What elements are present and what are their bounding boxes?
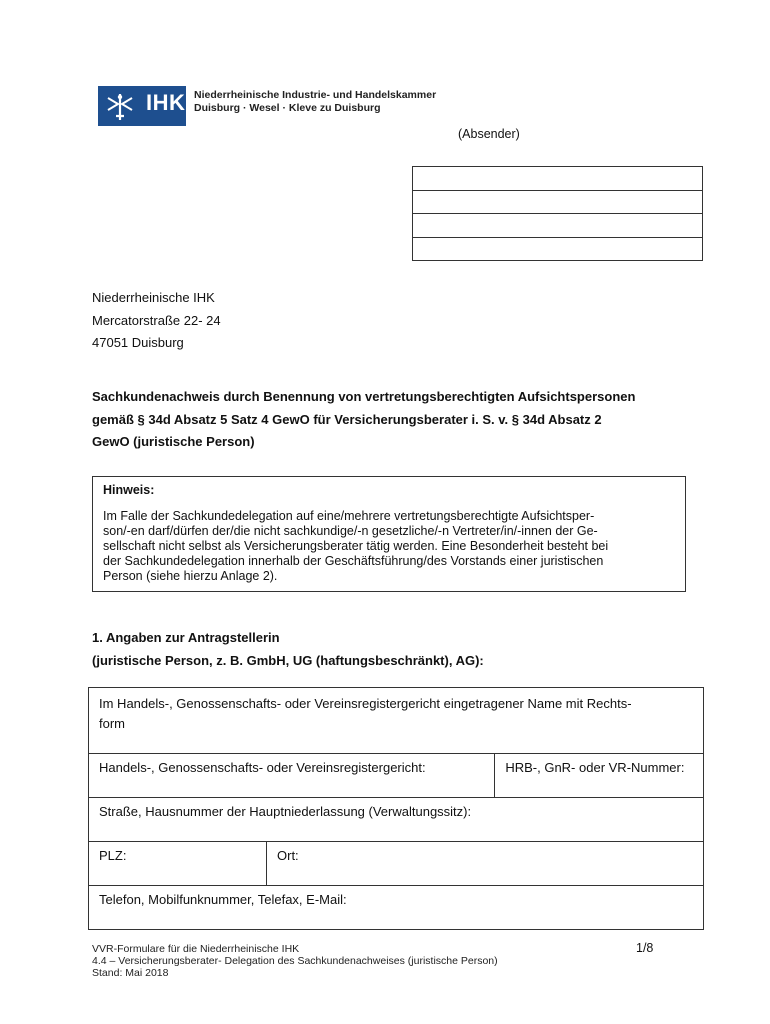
recipient-line3: 47051 Duisburg — [92, 335, 184, 350]
title-line3: GewO (juristische Person) — [92, 434, 255, 449]
register-court-field[interactable] — [89, 754, 495, 798]
sender-line-4[interactable] — [413, 238, 702, 261]
recipient-address — [92, 287, 221, 355]
city-label: Ort: — [277, 848, 299, 863]
note-line4: der Sachkundedelegation innerhalb der Geschäftsführung/des Vorstands einer juristischen — [103, 554, 604, 568]
note-box — [92, 476, 686, 592]
footer-line2: 4.4 – Versicherungsberater- Delegation des Sachkundenachweises (juristische Person) — [92, 955, 498, 967]
footer — [92, 943, 498, 979]
section-1-subtitle: (juristische Person, z. B. GmbH, UG (haftungsbeschränkt), AG): — [92, 652, 484, 668]
contact-field[interactable] — [89, 886, 704, 930]
chamber-name-line2: Duisburg · Wesel · Kleve zu Duisburg — [194, 102, 381, 114]
note-line1: Im Falle der Sachkundedelegation auf eine/mehrere vertretungsberechtigte Aufsichtsper- — [103, 509, 595, 523]
zip-field[interactable] — [89, 842, 267, 886]
logo-text: IHK — [146, 90, 186, 115]
section-1-title: 1. Angaben zur Antragstellerin — [92, 630, 280, 645]
title-line1: Sachkundenachweis durch Benennung von vertretungsberechtigten Aufsichtspersonen — [92, 389, 636, 404]
footer-line3: Stand: Mai 2018 — [92, 967, 169, 979]
contact-label: Telefon, Mobilfunknummer, Telefax, E-Mail: — [99, 892, 347, 907]
note-line5: Person (siehe hierzu Anlage 2). — [103, 569, 278, 583]
sender-label: (Absender) — [458, 127, 520, 141]
note-body — [103, 509, 671, 584]
company-name-label-line2: form — [99, 716, 125, 731]
chamber-name-line1: Niederrheinische Industrie- und Handelskammer — [194, 89, 437, 101]
sender-box — [412, 166, 703, 261]
city-field[interactable] — [267, 842, 704, 886]
street-field[interactable] — [89, 798, 704, 842]
company-name-field[interactable] — [89, 688, 704, 754]
sender-line-2[interactable] — [413, 191, 702, 215]
recipient-line2: Mercatorstraße 22- 24 — [92, 312, 221, 328]
note-label: Hinweis: — [103, 483, 155, 497]
chamber-name — [194, 89, 436, 115]
document-title — [92, 386, 692, 454]
footer-line1: VVR-Formulare für die Niederrheinische IHK — [92, 943, 300, 955]
title-line2: gemäß § 34d Absatz 5 Satz 4 GewO für Versicherungsberater i. S. v. § 34d Absatz 2 — [92, 411, 602, 427]
applicant-form — [88, 687, 704, 930]
company-name-label-line1: Im Handels-, Genossenschafts- oder Vereinsregistergericht eingetragener Name mit Rechts- — [99, 696, 632, 711]
note-line2: son/-en darf/dürfen der/die nicht sachkundige/-n gesetzliche/-n Vertreter/in/-innen der Ge- — [103, 524, 598, 538]
ihk-emblem-icon — [102, 88, 138, 124]
register-number-field[interactable] — [495, 754, 704, 798]
recipient-line1: Niederrheinische IHK — [92, 290, 215, 305]
street-label: Straße, Hausnummer der Hauptniederlassung (Verwaltungssitz): — [99, 804, 472, 819]
zip-label: PLZ: — [99, 848, 127, 863]
note-line3: sellschaft nicht selbst als Versicherungsberater tätig werden. Eine Besonderheit besteht bei — [103, 539, 609, 553]
page-number: 1/8 — [636, 941, 654, 955]
sender-line-1[interactable] — [413, 167, 702, 191]
section-1-heading — [92, 627, 484, 672]
register-number-label: HRB-, GnR- oder VR-Nummer: — [505, 760, 685, 775]
register-court-label: Handels-, Genossenschafts- oder Vereinsregistergericht: — [99, 760, 426, 775]
sender-line-3[interactable] — [413, 214, 702, 238]
